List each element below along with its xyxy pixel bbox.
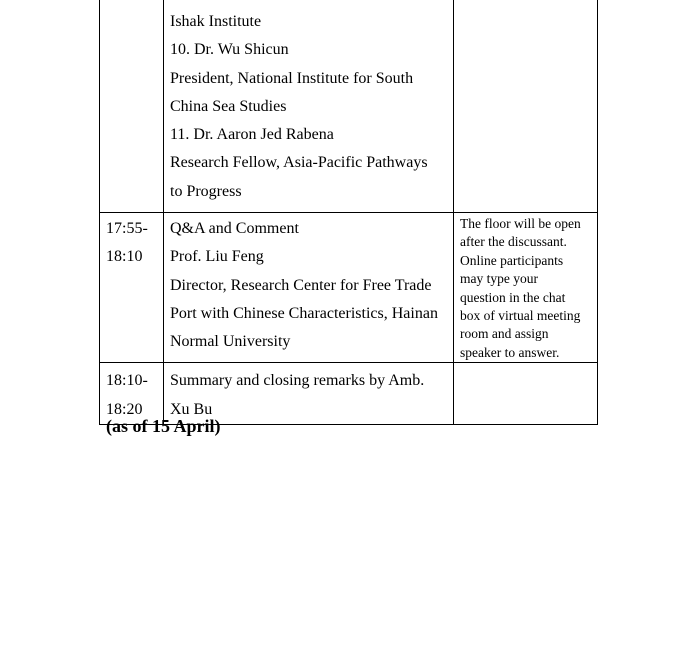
agenda-line: Normal University: [170, 333, 291, 351]
time-line: 18:20: [106, 400, 143, 418]
agenda-line: Summary and closing remarks by Amb.: [170, 372, 425, 390]
remark-line: The floor will be open: [460, 216, 581, 231]
time-line: 18:10: [106, 248, 143, 266]
agenda-line: 10. Dr. Wu Shicun: [170, 41, 289, 59]
remark-line: Online participants: [460, 252, 564, 268]
agenda-line: Ishak Institute: [170, 13, 262, 30]
agenda-item-cell: [164, 213, 454, 363]
remark-cell: [454, 0, 598, 213]
agenda-line: Xu Bu: [170, 400, 213, 418]
agenda-line: Q&A and Comment: [170, 220, 299, 237]
time-line: 17:55-: [106, 220, 148, 237]
agenda-table: [99, 0, 598, 425]
agenda-line: 11. Dr. Aaron Jed Rabena: [170, 126, 334, 144]
remark-line: speaker to answer.: [460, 344, 560, 360]
table-row: [100, 213, 598, 363]
agenda-line: Research Fellow, Asia-Pacific Pathways: [170, 154, 428, 172]
remark-line: question in the chat: [460, 289, 566, 305]
time-cell: [100, 213, 164, 363]
remark-cell: [454, 213, 598, 363]
agenda-item-cell: [164, 0, 454, 213]
agenda-line: to Progress: [170, 182, 242, 200]
agenda-line: Prof. Liu Feng: [170, 248, 264, 266]
remark-line: box of virtual meeting: [460, 308, 581, 324]
as-of-date-note: (as of 15 April): [106, 416, 221, 436]
time-cell: [100, 0, 164, 213]
agenda-line: President, National Institute for South: [170, 69, 414, 87]
remark-line: may type your: [460, 271, 538, 287]
remark-line: room and assign: [460, 326, 549, 342]
remark-cell: [454, 363, 598, 425]
agenda-line: Port with Chinese Characteristics, Hainan: [170, 304, 438, 322]
agenda-line: Director, Research Center for Free Trade: [170, 276, 432, 294]
remark-line: after the discussant.: [460, 234, 567, 250]
time-line: 18:10-: [106, 372, 148, 390]
agenda-line: China Sea Studies: [170, 97, 287, 115]
table-row: [100, 0, 598, 213]
